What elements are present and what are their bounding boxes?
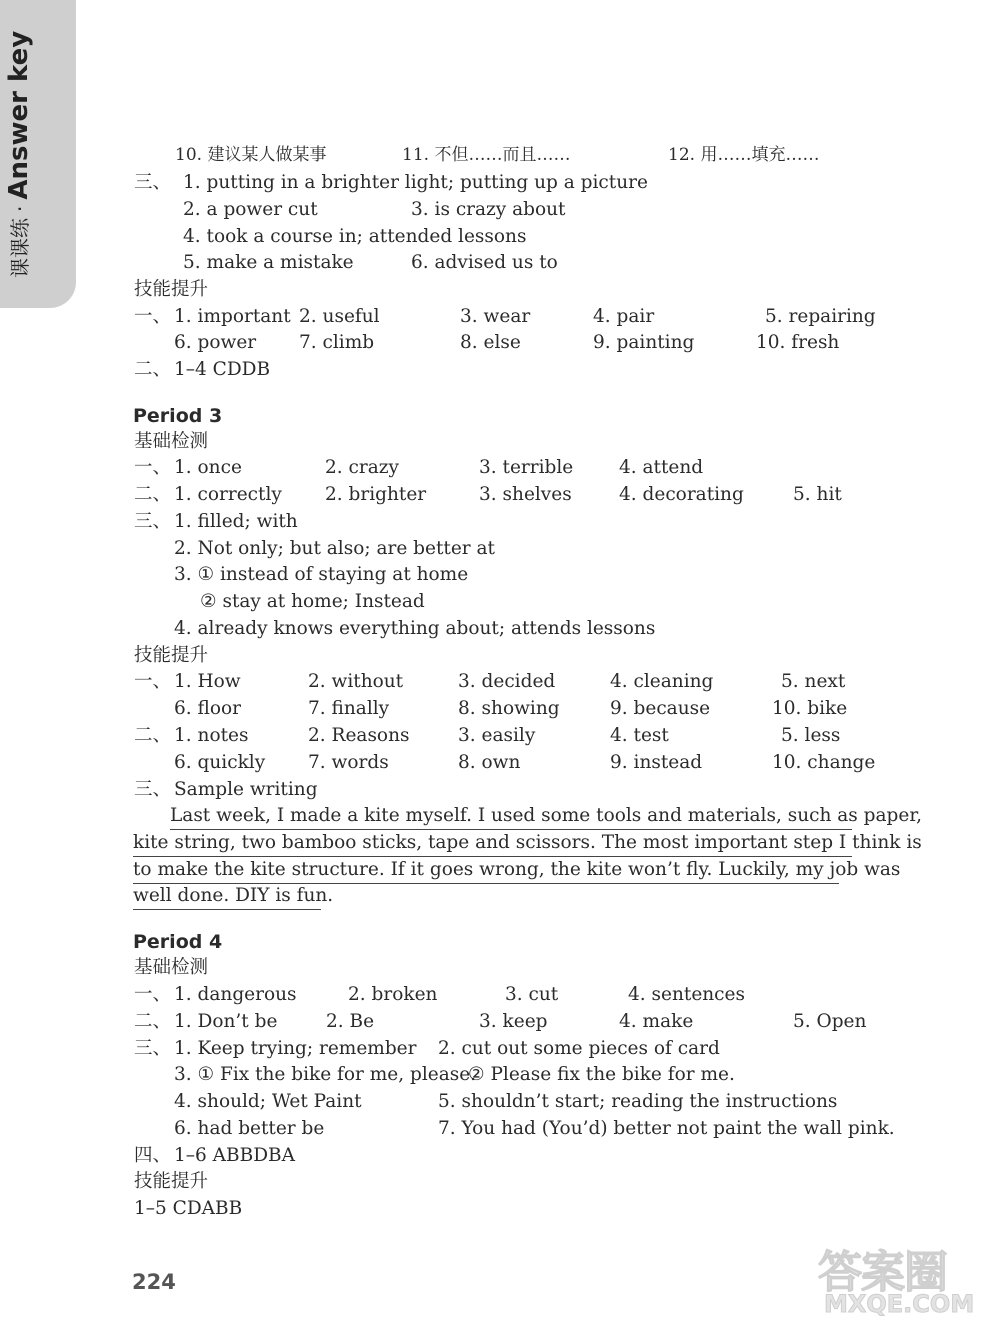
answer-item: 1. How bbox=[174, 671, 241, 692]
answer-item: 10. fresh bbox=[756, 332, 840, 353]
answer-item: 5. hit bbox=[793, 484, 842, 505]
side-label-cn: 课课练 bbox=[8, 218, 32, 278]
answer-item: ② Please fix the bike for me. bbox=[468, 1064, 735, 1085]
answer-item: 1. important bbox=[174, 306, 291, 327]
answer-item: 1. notes bbox=[174, 725, 249, 746]
answer-item: 1. Don’t be bbox=[174, 1011, 278, 1032]
answer-item: 4. already knows everything about; attends lessons bbox=[174, 618, 656, 639]
answer-item: 2. Be bbox=[326, 1011, 375, 1032]
answer-item: 4. cleaning bbox=[610, 671, 714, 692]
answer-item: 1–6 ABBDBA bbox=[174, 1145, 296, 1166]
period-heading: Period 4 bbox=[133, 931, 223, 953]
answer-item: 2. useful bbox=[299, 306, 380, 327]
section-marker: 三、 bbox=[134, 511, 172, 532]
answer-item: 2. Reasons bbox=[308, 725, 410, 746]
subsection-heading: 技能提升 bbox=[134, 279, 209, 300]
answer-item: 5. next bbox=[781, 671, 846, 692]
answer-item: 6. had better be bbox=[174, 1118, 325, 1139]
answer-item: 3. easily bbox=[458, 725, 536, 746]
section-marker: 一、 bbox=[134, 984, 172, 1005]
answer-item: 4. make bbox=[619, 1011, 694, 1032]
answer-item: 7. You had (You’d) better not paint the wall pink. bbox=[438, 1118, 895, 1139]
answer-item: 4. test bbox=[610, 725, 669, 746]
section-marker: 二、 bbox=[134, 1011, 172, 1032]
period-heading: Period 3 bbox=[133, 405, 223, 427]
answer-item: 8. own bbox=[458, 752, 521, 773]
answer-item: 1. putting in a brighter light; putting up a picture bbox=[183, 172, 648, 193]
answer-item: 7. climb bbox=[299, 332, 375, 353]
answer-item: 1. Keep trying; remember bbox=[174, 1038, 417, 1059]
answer-item: 9. instead bbox=[610, 752, 703, 773]
subsection-heading: 基础检测 bbox=[134, 957, 209, 978]
answer-item: 3. is crazy about bbox=[411, 199, 566, 220]
answer-item: 6. quickly bbox=[174, 752, 266, 773]
answer-item: 4. should; Wet Paint bbox=[174, 1091, 362, 1112]
side-tab-label bbox=[4, 31, 34, 278]
answer-item: 2. a power cut bbox=[183, 199, 318, 220]
watermark bbox=[814, 1234, 1000, 1324]
answer-item: 4. sentences bbox=[628, 984, 745, 1005]
answer-item: 5. repairing bbox=[765, 306, 876, 327]
side-tab bbox=[0, 0, 76, 308]
answer-item: 6. floor bbox=[174, 698, 241, 719]
answer-item: 10. bike bbox=[772, 698, 848, 719]
answer-item: 1. filled; with bbox=[174, 511, 298, 532]
answer-item: ② stay at home; Instead bbox=[200, 591, 425, 612]
section-marker: 二、 bbox=[134, 359, 172, 380]
answer-item: 9. because bbox=[610, 698, 711, 719]
section-marker: 一、 bbox=[134, 671, 172, 692]
answer-item: 8. showing bbox=[458, 698, 560, 719]
answer-item: 8. else bbox=[460, 332, 521, 353]
subsection-heading: 技能提升 bbox=[134, 1171, 209, 1192]
subsection-heading: 技能提升 bbox=[134, 645, 209, 666]
answer-item: 3. wear bbox=[460, 306, 531, 327]
answer-item: 10. 建议某人做某事 bbox=[175, 145, 327, 165]
answer-item: 6. power bbox=[174, 332, 257, 353]
watermark-logo: 答案圈 bbox=[818, 1247, 947, 1298]
answer-item: 7. words bbox=[308, 752, 389, 773]
sample-writing-line: Last week, I made a kite myself. I used some tools and materials, such as paper, bbox=[170, 805, 852, 830]
section-marker: 二、 bbox=[134, 725, 172, 746]
answer-item: 3. ① instead of staying at home bbox=[174, 564, 469, 585]
subsection-heading: 基础检测 bbox=[134, 431, 209, 452]
answer-item: 4. took a course in; attended lessons bbox=[183, 226, 527, 247]
sample-writing-line: to make the kite structure. If it goes wrong, the kite won’t fly. Luckily, my job was bbox=[133, 859, 839, 884]
answer-item: 4. attend bbox=[619, 457, 704, 478]
answer-item: 10. change bbox=[772, 752, 876, 773]
answer-item: 2. without bbox=[308, 671, 404, 692]
answer-item: 12. 用……填充…… bbox=[668, 145, 820, 165]
section-marker: 三、 bbox=[134, 172, 172, 193]
answer-item: 1. once bbox=[174, 457, 242, 478]
answer-item: 2. cut out some pieces of card bbox=[438, 1038, 720, 1059]
section-marker: 三、 bbox=[134, 1038, 172, 1059]
answer-item: 2. brighter bbox=[325, 484, 427, 505]
sample-writing-line: kite string, two bamboo sticks, tape and scissors. The most important step I think is bbox=[133, 832, 852, 857]
answer-item: 1. correctly bbox=[174, 484, 282, 505]
answer-item: 3. terrible bbox=[479, 457, 574, 478]
side-label-en: Answer key bbox=[4, 30, 34, 200]
answer-item: 5. shouldn’t start; reading the instructions bbox=[438, 1091, 838, 1112]
section-marker: 三、 bbox=[134, 779, 172, 800]
page-number: 224 bbox=[132, 1270, 176, 1294]
section-marker: 四、 bbox=[134, 1145, 172, 1166]
answer-item: 5. make a mistake bbox=[183, 252, 354, 273]
section-marker: 一、 bbox=[134, 457, 172, 478]
answer-item: 1–5 CDABB bbox=[134, 1198, 243, 1219]
answer-item: 5. less bbox=[781, 725, 841, 746]
answer-item: 9. painting bbox=[593, 332, 695, 353]
answer-item: 4. decorating bbox=[619, 484, 744, 505]
answer-item: 1–4 CDDB bbox=[174, 359, 271, 380]
answer-item: 3. keep bbox=[479, 1011, 548, 1032]
answer-item: 11. 不但……而且…… bbox=[402, 145, 571, 165]
side-label-dot: · bbox=[8, 205, 32, 212]
answer-item: 2. crazy bbox=[325, 457, 399, 478]
answer-item: Sample writing bbox=[174, 779, 318, 800]
answer-item: 3. shelves bbox=[479, 484, 572, 505]
answer-item: 4. pair bbox=[593, 306, 655, 327]
section-marker: 二、 bbox=[134, 484, 172, 505]
answer-item: 3. ① Fix the bike for me, please. bbox=[174, 1064, 477, 1085]
answer-item: 2. broken bbox=[348, 984, 438, 1005]
answer-item: 3. cut bbox=[505, 984, 559, 1005]
watermark-url: MXQE.COM bbox=[824, 1290, 975, 1318]
sample-writing-line: well done. DIY is fun. bbox=[133, 885, 321, 910]
section-marker: 一、 bbox=[134, 306, 172, 327]
answer-item: 5. Open bbox=[793, 1011, 867, 1032]
answer-item: 3. decided bbox=[458, 671, 556, 692]
answer-item: 1. dangerous bbox=[174, 984, 297, 1005]
answer-item: 2. Not only; but also; are better at bbox=[174, 538, 495, 559]
answer-item: 7. finally bbox=[308, 698, 390, 719]
answer-item: 6. advised us to bbox=[411, 252, 558, 273]
